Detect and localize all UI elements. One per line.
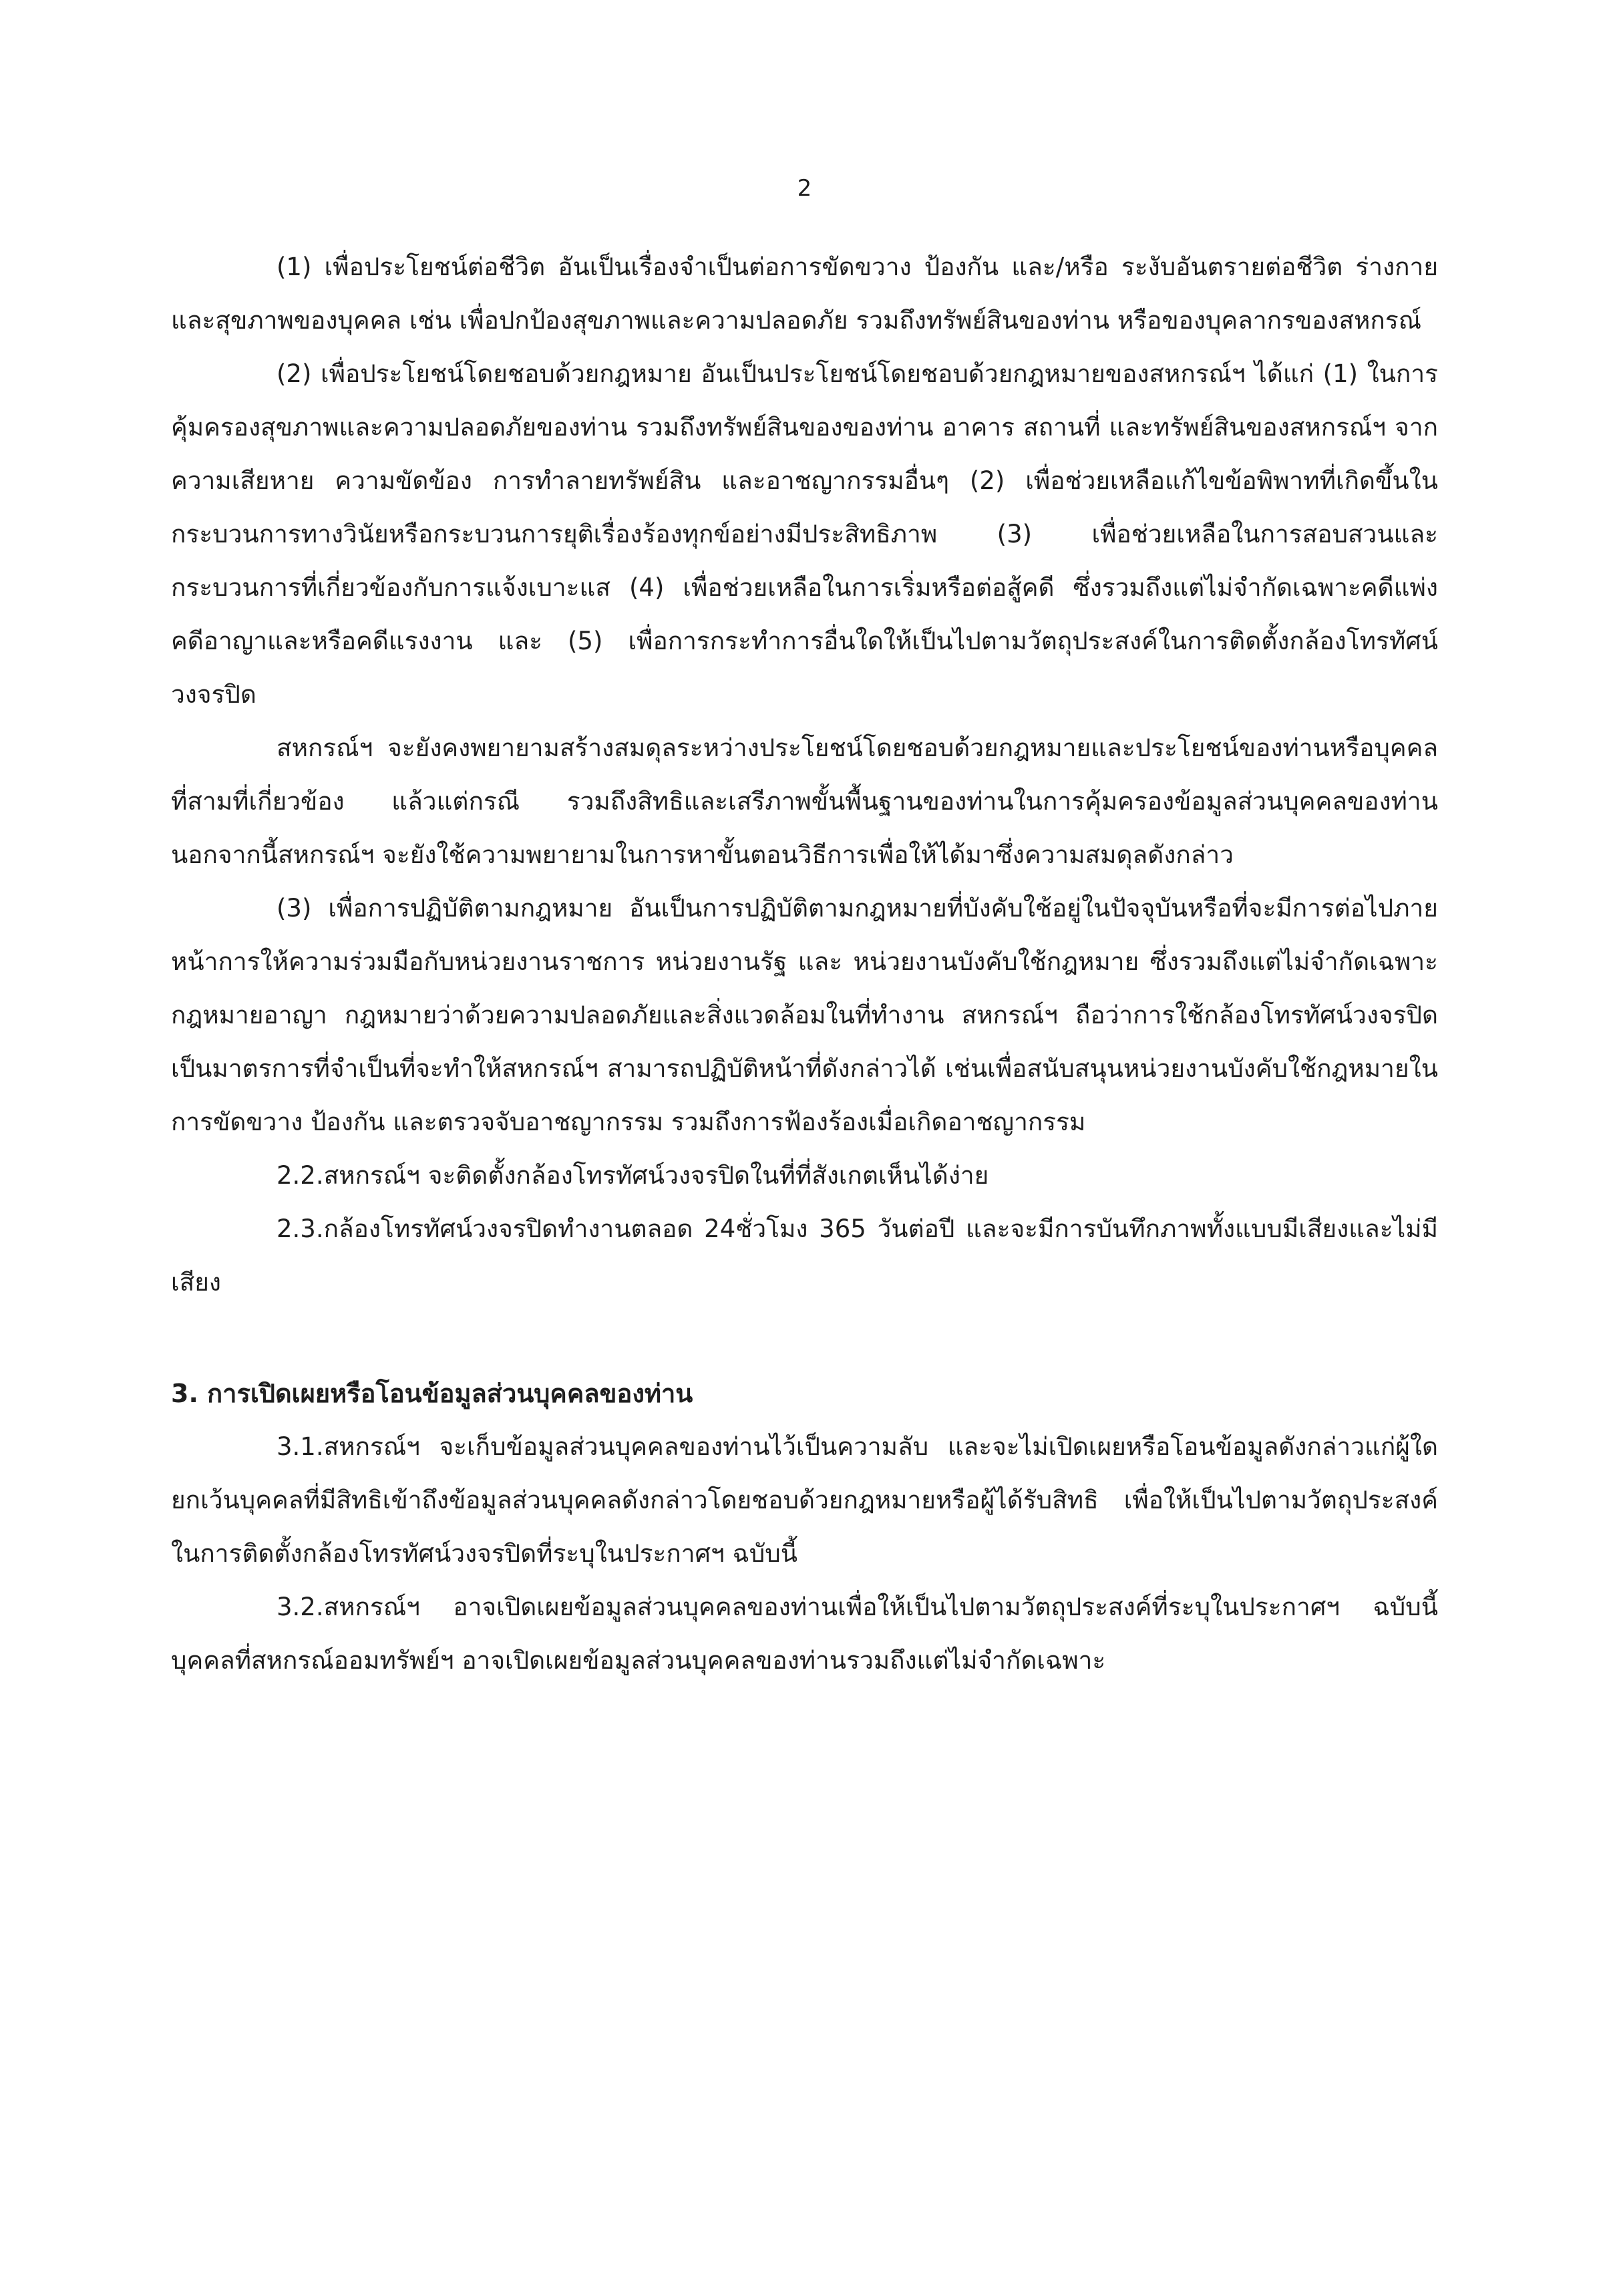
paragraph-legitimate-interest: (2) เพื่อประโยชน์โดยชอบด้วยกฎหมาย อันเป็นประโยชน์โดยชอบด้วยกฎหมายของสหกรณ์ฯ ได้แก่ (1) ในการคุ้มครองสุขภาพและความปลอดภัยของท่าน รวมถึงทรัพย์สินของของท่าน อาคาร สถานที่ และทรัพย์สินของสหกรณ์ฯ จากความเสียหาย ความขัดข้อง การทำลายทรัพย์สิน และอาชญากรรมอื่นๆ (2) เพื่อช่วยเหลือแก้ไขข้อพิพาทที่เกิดขึ้นในกระบวนการทางวินัยหรือกระบวนการยุติเรื่องร้องทุกข์อย่างมีประสิทธิภาพ (3) เพื่อช่วยเหลือในการสอบสวนและกระบวนการที่เกี่ยวข้องกับการแจ้งเบาะแส (4) เพื่อช่วยเหลือในการเริ่มหรือต่อสู้คดี ซึ่งรวมถึงแต่ไม่จำกัดเฉพาะคดีแพ่ง คดีอาญาและหรือคดีแรงงาน และ (5) เพื่อการกระทำการอื่นใดให้เป็นไปตามวัตถุประสงค์ในการติดตั้งกล้องโทรทัศน์วงจรปิด (171, 359, 1439, 709)
paragraph-3-2: 3.2.สหกรณ์ฯ อาจเปิดเผยข้อมูลส่วนบุคคลของท่านเพื่อให้เป็นไปตามวัตถุประสงค์ที่ระบุในประกาศฯ ฉบับนี้ บุคคลที่สหกรณ์ออมทรัพย์ฯ อาจเปิดเผยข้อมูลส่วนบุคคลของท่านรวมถึงแต่ไม่จำกัดเฉพาะ (171, 1593, 1438, 1675)
paragraph-legal-obligation: (3) เพื่อการปฏิบัติตามกฎหมาย อันเป็นการปฏิบัติตามกฎหมายที่บังคับใช้อยู่ในปัจจุบันหรือที่จะมีการต่อไปภายหน้าการให้ความร่วมมือกับหน่วยงานราชการ หน่วยงานรัฐ และ หน่วยงานบังคับใช้กฎหมาย ซึ่งรวมถึงแต่ไม่จำกัดเฉพาะ กฎหมายอาญา กฎหมายว่าด้วยความปลอดภัยและสิ่งแวดล้อมในที่ทำงาน สหกรณ์ฯ ถือว่าการใช้กล้องโทรทัศน์วงจรปิดเป็นมาตรการที่จำเป็นที่จะทำให้สหกรณ์ฯ สามารถปฏิบัติหน้าที่ดังกล่าวได้ เช่นเพื่อสนับสนุนหน่วยงานบังคับใช้กฎหมายในการขัดขวาง ป้องกัน และตรวจจับอาชญากรรม รวมถึงการฟ้องร้องเมื่อเกิดอาชญากรรม (171, 894, 1438, 1136)
paragraph-vital-interest: (1) เพื่อประโยชน์ต่อชีวิต อันเป็นเรื่องจำเป็นต่อการขัดขวาง ป้องกัน และ/หรือ ระงับอันตรายต่อชีวิต ร่างกาย และสุขภาพของบุคคล เช่น เพื่อปกป้องสุขภาพและความปลอดภัย รวมถึงทรัพย์สินของท่าน หรือของบุคลากรของสหกรณ์ (171, 253, 1439, 335)
paragraph-3-1: 3.1.สหกรณ์ฯ จะเก็บข้อมูลส่วนบุคคลของท่านไว้เป็นความลับ และจะไม่เปิดเผยหรือโอนข้อมูลดังกล่าวแก่ผู้ใด ยกเว้นบุคคลที่มีสิทธิเข้าถึงข้อมูลส่วนบุคคลดังกล่าวโดยชอบด้วยกฎหมายหรือผู้ได้รับสิทธิ เพื่อให้เป็นไปตามวัตถุประสงค์ในการติดตั้งกล้องโทรทัศน์วงจรปิดที่ระบุในประกาศฯ ฉบับนี้ (171, 1432, 1438, 1568)
section-3-heading: 3. การเปิดเผยหรือโอนข้อมูลส่วนบุคคลของท่าน (171, 1379, 693, 1408)
section-spacer (171, 1309, 1438, 1367)
paragraph-2-3: 2.3.กล้องโทรทัศน์วงจรปิดทำงานตลอด 24ชั่วโมง 365 วันต่อปี และจะมีการบันทึกภาพทั้งแบบมีเสียงและไม่มีเสียง (171, 1214, 1438, 1297)
page-number: 2 (797, 175, 812, 202)
document-body (171, 240, 1438, 1687)
paragraph-2-2: 2.2.สหกรณ์ฯ จะติดตั้งกล้องโทรทัศน์วงจรปิดในที่ที่สังเกตเห็นได้ง่าย (277, 1161, 989, 1190)
paragraph-balance-of-interests: สหกรณ์ฯ จะยังคงพยายามสร้างสมดุลระหว่างประโยชน์โดยชอบด้วยกฎหมายและประโยชน์ของท่านหรือบุคคลที่สามที่เกี่ยวข้อง แล้วแต่กรณี รวมถึงสิทธิและเสรีภาพขั้นพื้นฐานของท่านในการคุ้มครองข้อมูลส่วนบุคคลของท่าน นอกจากนี้สหกรณ์ฯ จะยังใช้ความพยายามในการหาขั้นตอนวิธีการเพื่อให้ได้มาซึ่งความสมดุลดังกล่าว (171, 733, 1438, 869)
